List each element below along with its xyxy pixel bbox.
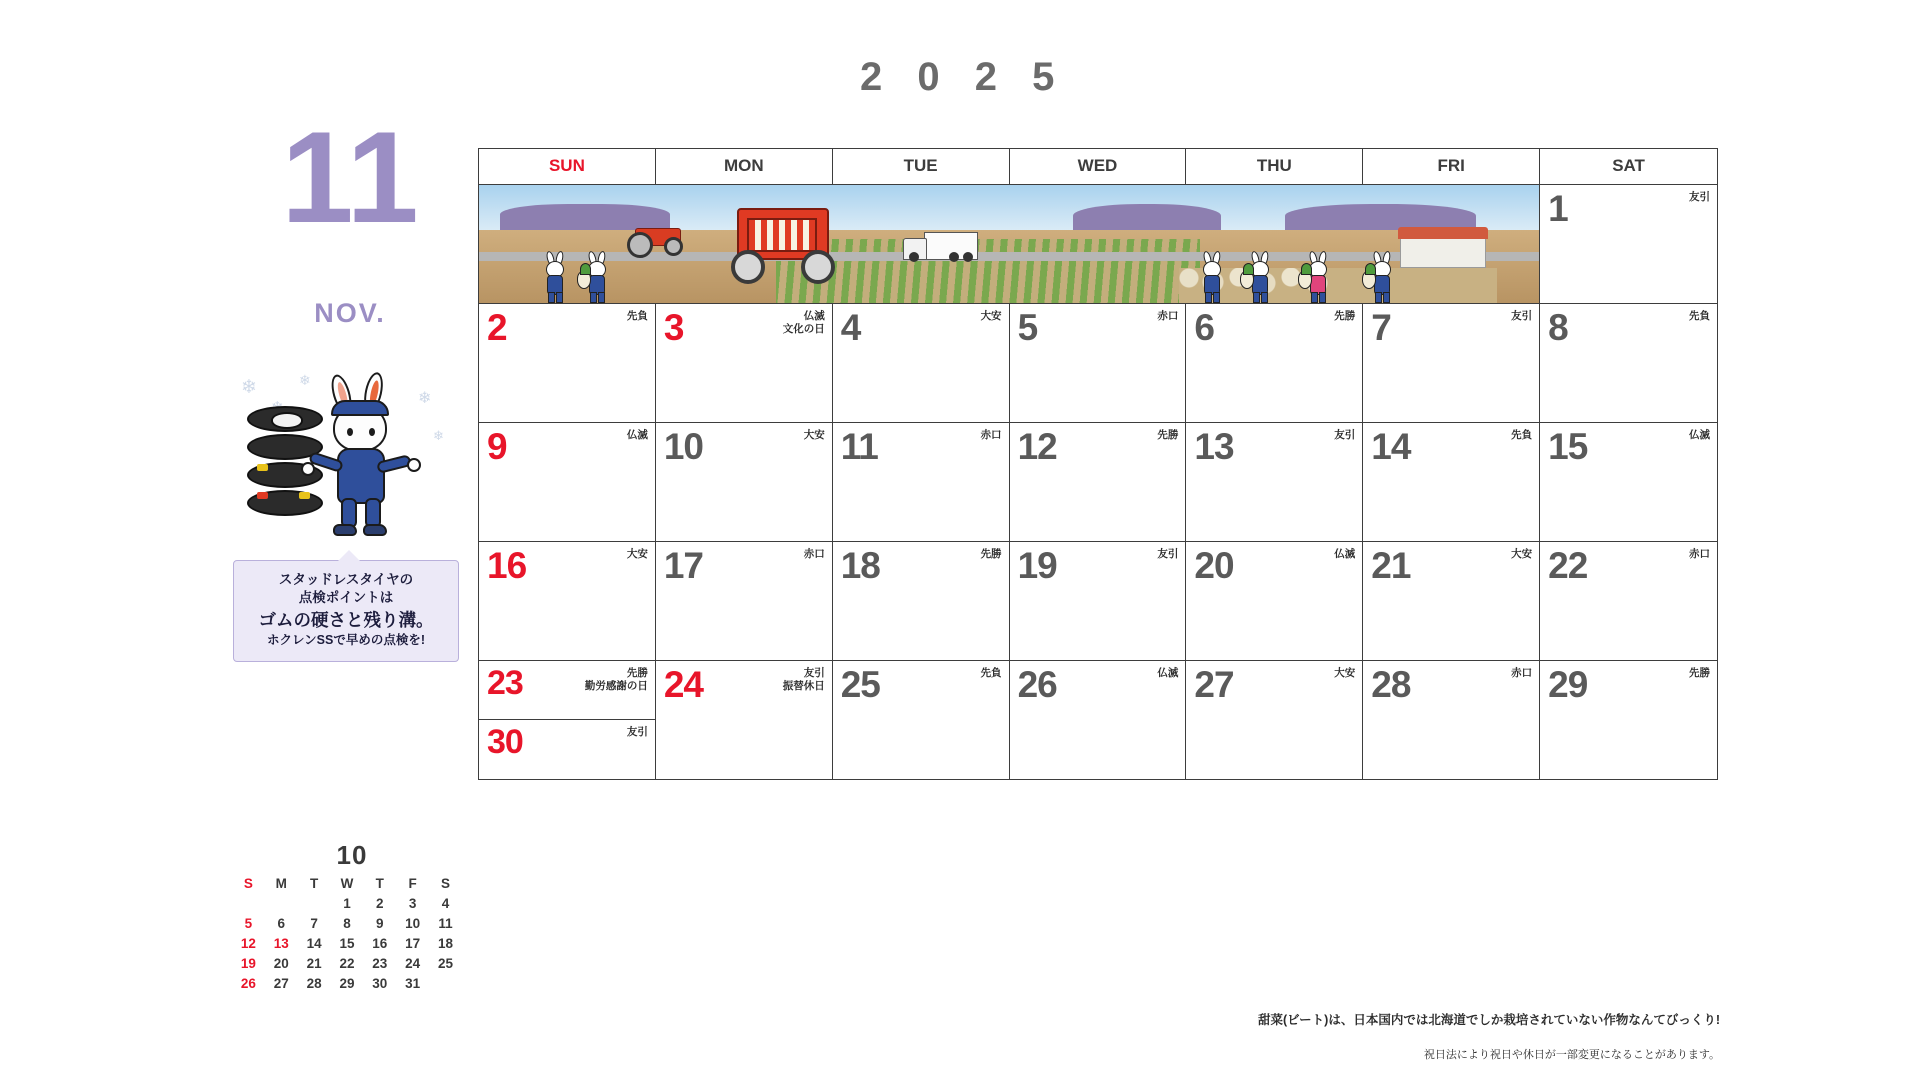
- day-number: 12: [1017, 426, 1057, 467]
- rokuyo-label: 赤口: [980, 429, 1002, 441]
- rokuyo-label: 友引: [1688, 191, 1710, 203]
- day-number: 29: [1548, 664, 1588, 705]
- calendar-day-cell[interactable]: [1540, 304, 1717, 422]
- day-annotations: [981, 310, 1002, 323]
- calendar-day-cell[interactable]: [479, 304, 656, 422]
- mini-day-cell: 26: [240, 976, 256, 991]
- mini-day-cell: 9: [376, 916, 384, 931]
- calendar-day-cell[interactable]: [1540, 423, 1717, 541]
- mini-day-cell: [265, 893, 298, 913]
- day-number: 16: [487, 545, 527, 586]
- day-number: 19: [1017, 545, 1057, 586]
- day-annotations: [1157, 548, 1178, 561]
- mini-day-cell: 16: [372, 936, 388, 951]
- day-annotations: [1157, 667, 1178, 680]
- calendar-day-cell[interactable]: [833, 423, 1010, 541]
- mini-day-cell: 25: [438, 956, 454, 971]
- rokuyo-label: 仏滅: [1157, 667, 1179, 679]
- mini-week-row: [232, 913, 462, 933]
- day-number: 15: [1548, 426, 1588, 467]
- day-number: 8: [1548, 307, 1568, 348]
- calendar-body: [479, 185, 1717, 779]
- callout-line-1: スタッドレスタイヤの: [278, 572, 414, 587]
- day-number: 14: [1371, 426, 1411, 467]
- day-number: 26: [1017, 664, 1057, 705]
- mini-day-cell: 20: [273, 956, 289, 971]
- rokuyo-label: 大安: [803, 429, 825, 441]
- mini-calendar-header-row: [232, 873, 462, 893]
- mini-week-row: [232, 933, 462, 953]
- mini-day-cell: 24: [405, 956, 421, 971]
- mini-day-cell: 30: [372, 976, 388, 991]
- calendar-grid: [478, 148, 1718, 780]
- day-number: 18: [840, 545, 880, 586]
- day-annotations: [627, 310, 648, 323]
- calendar-day-cell[interactable]: [479, 542, 656, 660]
- day-annotations: [804, 548, 825, 561]
- day-annotations: [1334, 548, 1355, 561]
- day-number: 25: [840, 664, 880, 705]
- mini-day-cell: 1: [343, 896, 351, 911]
- day-annotations: [1157, 310, 1178, 323]
- day-number: 17: [663, 545, 703, 586]
- callout-line-4: ホクレンSSで早めの点検を!: [266, 633, 426, 647]
- day-annotations: [804, 429, 825, 442]
- holiday-label: 振替休日: [782, 680, 825, 692]
- mini-day-cell: 13: [273, 936, 289, 951]
- mini-day-cell: 10: [405, 916, 421, 931]
- day-annotations: [981, 548, 1002, 561]
- day-annotations: [981, 667, 1002, 680]
- mini-weekday-header: T: [375, 876, 384, 891]
- calendar-weekday-header: [479, 149, 1717, 185]
- rokuyo-label: 先負: [1511, 429, 1533, 441]
- rokuyo-label: 先勝: [1157, 429, 1179, 441]
- day-annotations: [1689, 667, 1710, 680]
- snowflake-icon: ❄: [241, 377, 257, 398]
- weekday-header-tue: TUE: [833, 149, 1010, 184]
- mini-weekday-header: W: [340, 876, 354, 891]
- rokuyo-label: 先負: [980, 667, 1002, 679]
- calendar-day-cell[interactable]: [656, 542, 833, 660]
- snowflake-icon: ❄: [418, 390, 432, 407]
- calendar-week-row: [479, 661, 1717, 779]
- mini-day-cell: 23: [372, 956, 388, 971]
- calendar-day-cell[interactable]: [833, 661, 1010, 779]
- calendar-week-row: [479, 542, 1717, 661]
- calendar-week-row: [479, 185, 1717, 304]
- mini-day-cell: 2: [376, 896, 384, 911]
- day-annotations: [627, 548, 648, 561]
- snowflake-icon: ❄: [433, 428, 444, 443]
- weekday-header-fri: FRI: [1363, 149, 1540, 184]
- mini-day-cell: 4: [441, 896, 450, 911]
- rokuyo-label: 赤口: [803, 548, 825, 560]
- day-annotations: [1689, 191, 1710, 204]
- day-number: 3: [663, 307, 684, 348]
- year-title: 2 0 2 5: [860, 55, 1067, 99]
- mini-day-cell: 27: [273, 976, 289, 991]
- day-number: 1: [1548, 188, 1568, 229]
- mini-weekday-header: F: [408, 876, 417, 891]
- day-number: 22: [1548, 545, 1588, 586]
- mini-weekday-header: T: [309, 876, 319, 891]
- calendar-week-row: [479, 304, 1717, 423]
- rokuyo-label: 友引: [803, 667, 825, 679]
- mascot-illustration: [235, 370, 465, 555]
- trivia-note: 甜菜(ビート)は、日本国内では北海道でしか栽培されていない作物なんてびっくり!: [1258, 1013, 1720, 1027]
- calendar-day-cell[interactable]: [1540, 542, 1717, 660]
- rokuyo-label: 大安: [1334, 667, 1356, 679]
- calendar-day-cell[interactable]: [1010, 423, 1187, 541]
- calendar-day-cell[interactable]: [1363, 304, 1540, 422]
- rokuyo-label: 友引: [1157, 548, 1179, 560]
- calendar-day-cell[interactable]: 先勝 勤労感謝の日 23 友引 30: [479, 661, 656, 779]
- rokuyo-label: 大安: [1511, 548, 1533, 560]
- day-annotations: [981, 429, 1002, 442]
- calendar-day-cell[interactable]: [1010, 661, 1187, 779]
- day-number: 27: [1194, 664, 1234, 705]
- weekday-header-thu: THU: [1186, 149, 1363, 184]
- mini-day-cell: [429, 973, 462, 993]
- mini-weekday-header: M: [275, 876, 287, 891]
- calendar-day-cell[interactable]: [1186, 542, 1363, 660]
- callout-tail: [338, 550, 360, 561]
- rokuyo-label: 仏滅: [1334, 548, 1356, 560]
- mini-day-cell: 29: [339, 976, 355, 991]
- calendar-day-cell[interactable]: [1010, 542, 1187, 660]
- weekday-header-sun: SUN: [479, 149, 656, 184]
- mini-day-cell: 17: [405, 936, 421, 951]
- mini-day-cell: 12: [240, 936, 256, 951]
- mini-calendar: [232, 840, 462, 993]
- mini-calendar-body: [232, 893, 462, 993]
- weekday-header-mon: MON: [656, 149, 833, 184]
- day-annotations: [1511, 310, 1532, 323]
- mini-day-cell: 31: [405, 976, 421, 991]
- calendar-day-cell[interactable]: [656, 661, 833, 779]
- day-annotations: [1334, 310, 1355, 323]
- mini-day-cell: 15: [339, 936, 355, 951]
- rokuyo-label: 先負: [626, 310, 648, 322]
- holiday-label: 文化の日: [782, 323, 825, 335]
- calendar-day-cell[interactable]: [833, 304, 1010, 422]
- rokuyo-label: 先勝: [1689, 667, 1710, 679]
- rokuyo-label: 赤口: [1157, 310, 1179, 322]
- calendar-day-cell[interactable]: [1540, 185, 1717, 303]
- day-annotations: [1334, 667, 1355, 680]
- day-number: 21: [1371, 545, 1411, 586]
- mini-week-row: [232, 973, 462, 993]
- day-number: 2: [487, 307, 507, 348]
- mini-day-cell: 28: [306, 976, 322, 991]
- mini-day-cell: [232, 893, 265, 913]
- rokuyo-label: 先勝: [1334, 310, 1356, 322]
- rokuyo-label: 先勝: [980, 548, 1002, 560]
- day-number: 7: [1371, 307, 1391, 348]
- day-number: 30: [487, 723, 523, 761]
- weekday-header-wed: WED: [1010, 149, 1187, 184]
- day-number: 24: [663, 664, 703, 705]
- mini-day-cell: 5: [244, 916, 253, 931]
- rokuyo-label: 大安: [980, 310, 1002, 322]
- rokuyo-label: 仏滅: [1689, 429, 1710, 441]
- rokuyo-label: 友引: [1511, 310, 1533, 322]
- day-number: 20: [1194, 545, 1234, 586]
- mini-week-row: [232, 953, 462, 973]
- mini-day-cell: 19: [240, 956, 256, 971]
- day-annotations: [1689, 548, 1710, 561]
- mini-day-cell: 18: [438, 936, 454, 951]
- calendar-week-row: [479, 423, 1717, 542]
- day-annotations: [627, 429, 648, 442]
- mini-day-cell: [298, 893, 331, 913]
- rokuyo-label: 仏滅: [803, 310, 825, 322]
- mini-day-cell: 21: [306, 956, 322, 971]
- day-annotations: [1157, 429, 1178, 442]
- mini-calendar-table: [232, 873, 462, 993]
- rokuyo-label: 友引: [1334, 429, 1356, 441]
- calendar-day-cell[interactable]: [1186, 304, 1363, 422]
- day-number: 23: [487, 664, 523, 702]
- calendar-day-cell[interactable]: [1363, 423, 1540, 541]
- calendar-day-cell[interactable]: [1540, 661, 1717, 779]
- snowflake-icon: ❄: [299, 372, 311, 388]
- day-number: 10: [663, 426, 703, 467]
- month-english: NOV.: [314, 298, 386, 328]
- mini-day-cell: 22: [339, 956, 355, 971]
- day-number: 5: [1017, 307, 1038, 348]
- mini-weekday-header: S: [243, 876, 253, 891]
- rokuyo-label: 赤口: [1511, 667, 1533, 679]
- day-number: 9: [487, 426, 507, 467]
- weekday-header-sat: SAT: [1612, 156, 1645, 175]
- calendar-day-cell[interactable]: [1186, 661, 1363, 779]
- disclaimer-note: 祝日法により祝日や休日が一部変更になることがあります。: [1423, 1049, 1720, 1061]
- day-annotations: [1689, 310, 1710, 323]
- calendar-day-cell[interactable]: [656, 304, 833, 422]
- day-annotations: [1689, 429, 1710, 442]
- mini-day-cell: 3: [408, 896, 417, 911]
- calendar-day-cell[interactable]: [479, 423, 656, 541]
- day-annotations: [1511, 429, 1532, 442]
- calendar-day-cell[interactable]: [1363, 542, 1540, 660]
- day-number: 6: [1194, 307, 1214, 348]
- mini-day-cell: 7: [310, 916, 318, 931]
- calendar-day-cell[interactable]: [1363, 661, 1540, 779]
- mini-day-cell: 11: [438, 916, 453, 931]
- day-annotations: [1511, 548, 1532, 561]
- day-number: 4: [840, 307, 861, 348]
- day-annotations: [783, 667, 825, 693]
- calendar-day-cell[interactable]: [833, 542, 1010, 660]
- callout-line-3: ゴムの硬さと残り溝。: [258, 610, 434, 630]
- rokuyo-label: 大安: [626, 548, 648, 560]
- mini-day-cell: 6: [277, 916, 286, 931]
- rokuyo-label: 仏滅: [626, 429, 648, 441]
- mini-week-row: [232, 893, 462, 913]
- day-number: 13: [1194, 426, 1234, 467]
- beet-harvest-illustration: [479, 185, 1540, 303]
- rabbit-mascot-icon: [307, 378, 417, 543]
- day-number: 11: [840, 426, 878, 467]
- mini-day-cell: 14: [306, 936, 322, 951]
- day-annotations: [783, 310, 825, 336]
- mini-weekday-header: S: [441, 876, 451, 891]
- mini-day-cell: 8: [343, 916, 351, 931]
- calendar-day-cell[interactable]: [656, 423, 833, 541]
- tire-check-callout: [233, 560, 459, 662]
- callout-line-2: 点検ポイントは: [298, 590, 394, 605]
- calendar-day-cell[interactable]: [1186, 423, 1363, 541]
- mini-calendar-title: 10: [336, 840, 368, 870]
- rokuyo-label: 先負: [1689, 310, 1710, 322]
- month-number: 11: [281, 104, 419, 250]
- day-annotations: [1511, 667, 1532, 680]
- rokuyo-label: 赤口: [1689, 548, 1710, 560]
- calendar-day-cell[interactable]: [1010, 304, 1187, 422]
- day-number: 28: [1371, 664, 1411, 705]
- day-annotations: [1334, 429, 1355, 442]
